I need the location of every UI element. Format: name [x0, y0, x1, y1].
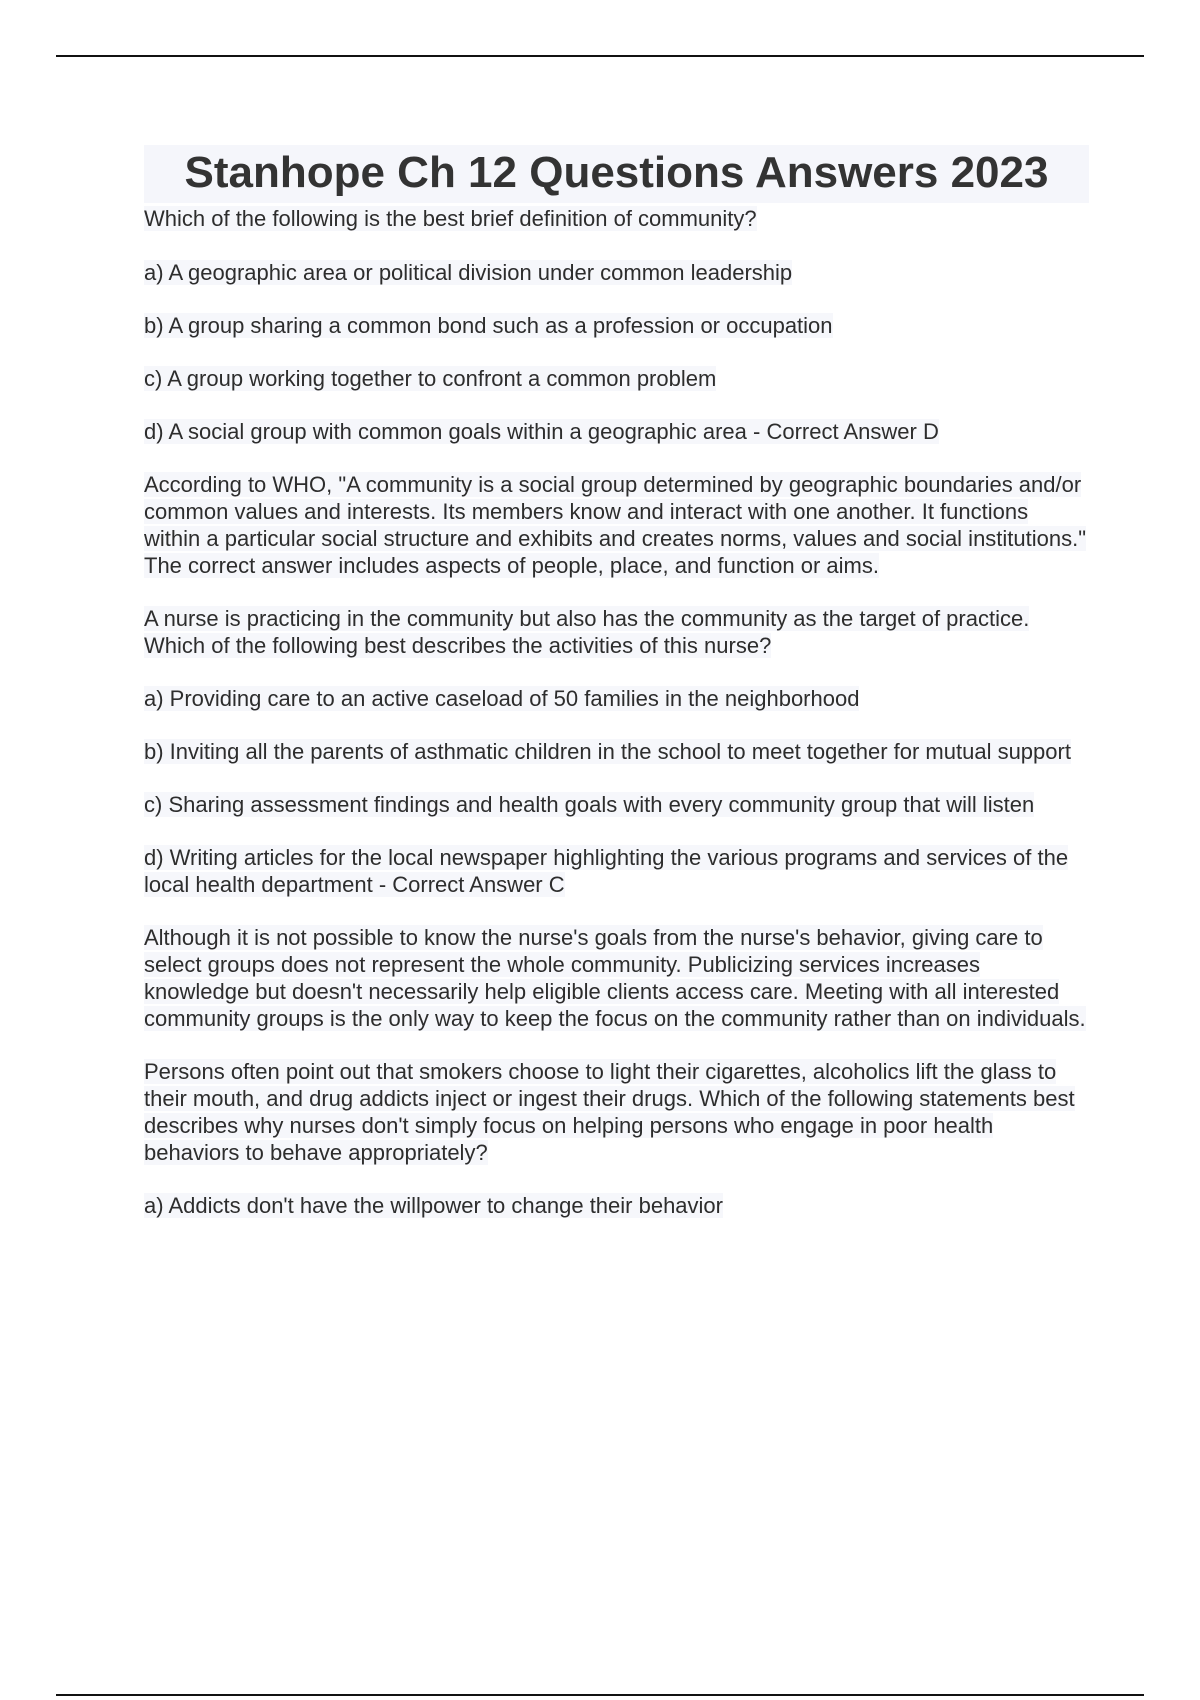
option-text: a) Providing care to an active caseload of 50 families in the neighborhood — [144, 686, 860, 711]
question-3-text: Persons often point out that smokers choose to light their cigarettes, alcoholics lift the glass to their mouth, and drug addicts inject or ingest their drugs. Which of the following statements best describes why nurses don't simply focus on helping persons who engage in poor health behaviors to behave appropriately? — [144, 1059, 1075, 1165]
question-2-text: A nurse is practicing in the community but also has the community as the target of practice. Which of the following best describes the activities of this nurse? — [144, 606, 1030, 658]
document-body — [144, 145, 1089, 1245]
top-divider — [56, 55, 1144, 57]
option-text: c) A group working together to confront a common problem — [144, 366, 717, 391]
question-1 — [144, 205, 1089, 232]
question-3 — [144, 1058, 1089, 1166]
question-1-option-d — [144, 418, 1089, 445]
question-2-rationale — [144, 924, 1089, 1032]
question-1-text: Which of the following is the best brief definition of community? — [144, 206, 757, 231]
question-1-rationale — [144, 471, 1089, 579]
rationale-text: Although it is not possible to know the nurse's goals from the nurse's behavior, giving care to select groups does not represent the whole community. Publicizing services increases knowledge but doesn't necessarily help eligible clients access care. Meeting with all interested community groups is the only way to keep the focus on the community rather than on individuals. — [144, 925, 1086, 1031]
question-1-option-a — [144, 259, 1089, 286]
question-1-option-b — [144, 312, 1089, 339]
document-title: Stanhope Ch 12 Questions Answers 2023 — [184, 148, 1049, 197]
option-text: a) A geographic area or political division under common leadership — [144, 260, 793, 285]
option-text: d) Writing articles for the local newspaper highlighting the various programs and services of the local health department - Correct Answer C — [144, 845, 1069, 897]
option-text: b) Inviting all the parents of asthmatic children in the school to meet together for mutual support — [144, 739, 1071, 764]
option-text: c) Sharing assessment findings and health goals with every community group that will listen — [144, 792, 1035, 817]
question-2-option-a — [144, 685, 1089, 712]
rationale-text: According to WHO, "A community is a social group determined by geographic boundaries and/or common values and interests. Its members know and interact with one another. It functions within a particular social structure and exhibits and creates norms, values and social institutions." The correct answer includes aspects of people, place, and function or aims. — [144, 472, 1087, 578]
option-text: a) Addicts don't have the willpower to change their behavior — [144, 1193, 723, 1218]
question-2-option-b — [144, 738, 1089, 765]
question-2 — [144, 605, 1089, 659]
title-block — [144, 145, 1089, 203]
question-2-option-d — [144, 844, 1089, 898]
question-1-option-c — [144, 365, 1089, 392]
option-text: d) A social group with common goals within a geographic area - Correct Answer D — [144, 419, 939, 444]
question-3-option-a — [144, 1192, 1089, 1219]
bottom-divider — [56, 1694, 1144, 1696]
question-2-option-c — [144, 791, 1089, 818]
option-text: b) A group sharing a common bond such as a profession or occupation — [144, 313, 833, 338]
